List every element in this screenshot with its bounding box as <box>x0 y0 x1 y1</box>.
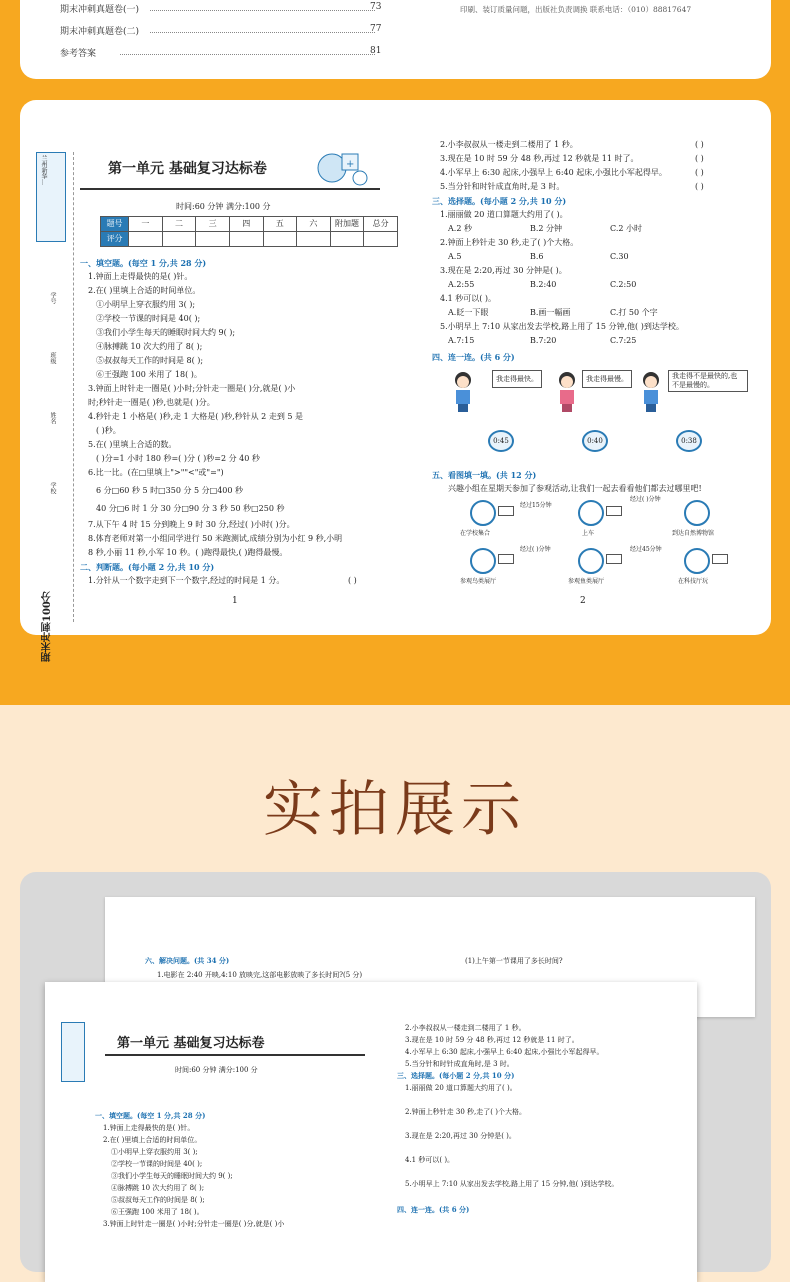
question-line: 3.钟面上时针走一圈是( )小时;分针走一圈是( )分,就是( )小 <box>88 384 296 393</box>
question-line: 2.在( )里填上合适的时间单位。 <box>88 286 201 295</box>
question-line: ( )秒。 <box>96 426 121 435</box>
option-a: A.2 秒 <box>448 224 472 233</box>
toc-item: 期末冲刺真题卷(二) <box>60 27 140 37</box>
gutter-box: 兰州新华… <box>36 152 66 242</box>
clock-icon <box>578 548 604 574</box>
speech-bubble: 我走得最快。 <box>492 370 542 388</box>
judge-line: 4.小军早上 6:30 起床,小强早上 6:40 起床,小强比小军起得早。 <box>440 168 667 177</box>
front-sheet <box>45 982 697 1282</box>
question-line: 8.体育老师对第一小组同学进行 50 米跑测试,成绩分别为小红 9 秒,小明 <box>88 534 343 543</box>
section-heading: 四、连一连。(共 6 分) <box>432 352 515 362</box>
clock-icon <box>684 548 710 574</box>
place-label: 在学校集合 <box>460 530 491 537</box>
question-line: 时;秒针走一圈是( )秒,也就是( )分。 <box>88 398 215 407</box>
judge-line: 4.小军早上 6:30 起床,小强早上 6:40 起床,小强比小军起得早。 <box>405 1048 604 1056</box>
question-line: ⑤叔叔每天工作的时间是 8( ); <box>111 1196 205 1204</box>
option-a: A.2:55 <box>448 280 475 289</box>
judge-line: 3.现在是 10 时 59 分 48 秒,再过 12 秒就是 11 时了。 <box>440 154 639 163</box>
clock-icon <box>470 500 496 526</box>
section-heading: 三、选择题。(每小题 2 分,共 10 分) <box>432 196 567 206</box>
toc-card <box>20 0 771 79</box>
question-line: ①小明早上穿衣服约用 3( ); <box>96 300 196 309</box>
compare-line: 6 分□60 秒 5 时□350 分 5 分□400 秒 <box>96 486 244 495</box>
question-line: 4.秒针走 1 小格是( )秒,走 1 大格是( )秒,秒针从 2 走到 5 是 <box>88 412 303 421</box>
choice-question: 4.1 秒可以( )。 <box>440 294 497 303</box>
book-spread <box>20 100 771 662</box>
section-heading: 四、连一连。(共 6 分) <box>397 1205 470 1214</box>
question-line: 6.比一比。(在□里填上">""<"或"=") <box>88 468 224 477</box>
math-decoration-icon <box>312 148 372 188</box>
clock-icon <box>470 548 496 574</box>
page-number: 2 <box>580 596 586 606</box>
place-label: 上车 <box>582 530 595 537</box>
answer-bracket: ( ) <box>695 154 704 163</box>
photo-card <box>20 872 771 1272</box>
answer-box <box>606 506 622 516</box>
section-heading: 一、填空题。(每空 1 分,共 28 分) <box>80 258 207 268</box>
clock-icon <box>578 500 604 526</box>
option-a: A.眨一下眼 <box>448 308 489 317</box>
choice-question: 4.1 秒可以( )。 <box>405 1156 455 1164</box>
elapsed-label: 经过( )分钟 <box>630 496 661 503</box>
option-b: B.2 分钟 <box>530 224 563 233</box>
section-heading: 一、填空题。(每空 1 分,共 28 分) <box>95 1111 206 1120</box>
question-line: 3.钟面上时针走一圈是( )小时;分针走一圈是( )分,就是( )小 <box>103 1220 285 1228</box>
gutter-brand: 期末冲刺100分 <box>42 591 53 662</box>
option-a: A.5 <box>448 252 462 261</box>
option-c: C.2 小时 <box>610 224 643 233</box>
toc-item: 期末冲刺真题卷(一) <box>60 5 140 15</box>
option-b: B.6 <box>530 252 544 261</box>
section-heading: 二、判断题。(每小题 2 分,共 10 分) <box>80 562 215 572</box>
option-a: A.7:15 <box>448 336 475 345</box>
toc-item: 参考答案 <box>60 49 97 59</box>
right-page <box>432 138 750 608</box>
option-c: C.7:25 <box>610 336 637 345</box>
question-line: 1.电影在 2:40 开映,4:10 放映完,这部电影放映了多长时间?(5 分) <box>157 971 363 979</box>
place-label: 在科技厅玩 <box>678 578 709 585</box>
question-line: ③我们小学生每天的睡眠时间大约 9( ); <box>111 1172 233 1180</box>
place-label: 参观鱼类展厅 <box>568 578 605 585</box>
page-number: 1 <box>232 596 238 606</box>
answer-bracket: ( ) <box>695 140 704 149</box>
section-intro: 兴趣小组在星期天参加了参观活动,让我们一起去看看他们都去过哪里吧! <box>448 484 702 493</box>
answer-box <box>498 506 514 516</box>
question-line: ①小明早上穿衣服约用 3( ); <box>111 1148 198 1156</box>
section-heading: 六、解决问题。(共 34 分) <box>145 956 230 965</box>
choice-question: 1.丽丽做 20 道口算题大约用了( )。 <box>440 210 568 219</box>
option-b: B.7:20 <box>530 336 557 345</box>
time-limit: 时间:60 分钟 满分:100 分 <box>175 1066 258 1074</box>
question-line: 5.在( )里填上合适的数。 <box>88 440 177 449</box>
stopwatch-display: 0:40 <box>582 430 608 452</box>
toc-page: 77 <box>370 24 382 34</box>
question-line: 7.从下午 4 时 15 分到晚上 9 时 30 分,经过( )小时( )分。 <box>88 520 295 529</box>
choice-question: 1.丽丽做 20 道口算题大约用了( )。 <box>405 1084 517 1092</box>
toc-page: 73 <box>370 2 382 12</box>
question-line: (1)上午第一节课用了多长时间? <box>465 957 563 965</box>
option-c: C.打 50 个字 <box>610 308 658 317</box>
question-line: ⑥王强跑 100 米用了 18( )。 <box>111 1208 204 1216</box>
print-notice: 印刷、装订质量问题，出版社负责调换 联系电话：（010）88817647 <box>460 5 692 14</box>
answer-box <box>712 554 728 564</box>
question-line: 8 秒,小丽 11 秒,小军 10 秒。( )跑得最快,( )跑得最慢。 <box>88 548 288 557</box>
time-limit: 时间:60 分钟 满分:100 分 <box>176 202 271 211</box>
choice-question: 3.现在是 2:20,再过 30 分钟是( )。 <box>440 266 567 275</box>
speech-bubble: 我走得最慢。 <box>582 370 632 388</box>
section-heading: 五、看图填一填。(共 12 分) <box>432 470 537 480</box>
stopwatch-display: 0:45 <box>488 430 514 452</box>
stopwatch-display: 0:38 <box>676 430 702 452</box>
option-b: B.2:40 <box>530 280 557 289</box>
question-line: ④脉搏跳 10 次大约用了 8( ); <box>111 1184 205 1192</box>
judge-line: 2.小李叔叔从一楼走到二楼用了 1 秒。 <box>405 1024 526 1032</box>
question-line: ②学校一节课的时间是 40( ); <box>96 314 201 323</box>
elapsed-label: 经过15分钟 <box>520 502 552 509</box>
judge-line: 5.当分针和时针成直角时,是 3 时。 <box>440 182 565 191</box>
answer-box <box>498 554 514 564</box>
toc-page: 81 <box>370 46 382 56</box>
question-line: 1.钟面上走得最快的是( )针。 <box>103 1124 195 1132</box>
choice-question: 5.小明早上 7:10 从家出发去学校,路上用了 15 分钟,他( )到达学校。 <box>405 1180 619 1188</box>
gutter-label: 学校 <box>49 482 56 494</box>
svg-text:+: + <box>346 159 355 170</box>
compare-line: 40 分□6 时 1 分 30 分□90 分 3 秒 50 秒□250 秒 <box>96 504 285 513</box>
child-figure-icon <box>448 370 478 412</box>
question-line: ④脉搏跳 10 次大约用了 8( ); <box>96 342 203 351</box>
child-figure-icon <box>552 370 582 412</box>
photo-section-title: 实拍展示 <box>263 775 527 845</box>
choice-question: 2.钟面上秒针走 30 秒,走了( )个大格。 <box>440 238 579 247</box>
answer-bracket: ( ) <box>695 168 704 177</box>
question-line: 2.在( )里填上合适的时间单位。 <box>103 1136 202 1144</box>
gutter-label: 姓名 <box>49 412 56 424</box>
left-page <box>80 110 398 620</box>
section-heading: 三、选择题。(每小题 2 分,共 10 分) <box>397 1071 515 1080</box>
judge-line: 3.现在是 10 时 59 分 48 秒,再过 12 秒就是 11 时了。 <box>405 1036 579 1044</box>
unit-title: 第一单元 基础复习达标卷 <box>108 161 267 177</box>
question-line: ②学校一节课的时间是 40( ); <box>111 1160 203 1168</box>
gutter-label: 学号 <box>49 292 56 304</box>
choice-question: 5.小明早上 7:10 从家出发去学校,路上用了 15 分钟,他( )到达学校。 <box>440 322 684 331</box>
judge-line: 5.当分针和时针成直角时,是 3 时。 <box>405 1060 514 1068</box>
question-line: ⑥王强跑 100 米用了 18( )。 <box>96 370 202 379</box>
clock-icon <box>684 500 710 526</box>
choice-question: 2.钟面上秒针走 30 秒,走了( )个大格。 <box>405 1108 526 1116</box>
unit-title: 第一单元 基础复习达标卷 <box>117 1036 265 1051</box>
answer-bracket: ( ) <box>348 576 357 585</box>
judge-line: 2.小李叔叔从一楼走到二楼用了 1 秒。 <box>440 140 578 149</box>
question-line: ( )分=1 小时 180 秒=( )分 ( )秒=2 分 40 秒 <box>96 454 260 463</box>
answer-bracket: ( ) <box>695 182 704 191</box>
gutter-label: 班级 <box>49 352 56 364</box>
score-table: 题号 一 二 三 四 五 六 附加题 总分 评分 <box>100 216 398 247</box>
choice-question: 3.现在是 2:20,再过 30 分钟是( )。 <box>405 1132 516 1140</box>
place-label: 参观鸟类展厅 <box>460 578 497 585</box>
binding-gutter <box>34 152 74 662</box>
child-figure-icon <box>636 370 666 412</box>
answer-box <box>606 554 622 564</box>
elapsed-label: 经过45分钟 <box>630 546 662 553</box>
question-line: ⑤叔叔每天工作的时间是 8( ); <box>96 356 204 365</box>
judge-line: 1.分针从一个数字走到下一个数字,经过的时间是 1 分。 <box>88 576 285 585</box>
question-line: 1.钟面上走得最快的是( )针。 <box>88 272 193 281</box>
place-label: 到达自然博物馆 <box>672 530 715 537</box>
elapsed-label: 经过( )分钟 <box>520 546 551 553</box>
option-b: B.画一幅画 <box>530 308 571 317</box>
option-c: C.2:50 <box>610 280 637 289</box>
question-line: ③我们小学生每天的睡眠时间大约 9( ); <box>96 328 236 337</box>
option-c: C.30 <box>610 252 629 261</box>
speech-bubble: 我走得不是最快的,也不是最慢的。 <box>668 370 748 392</box>
